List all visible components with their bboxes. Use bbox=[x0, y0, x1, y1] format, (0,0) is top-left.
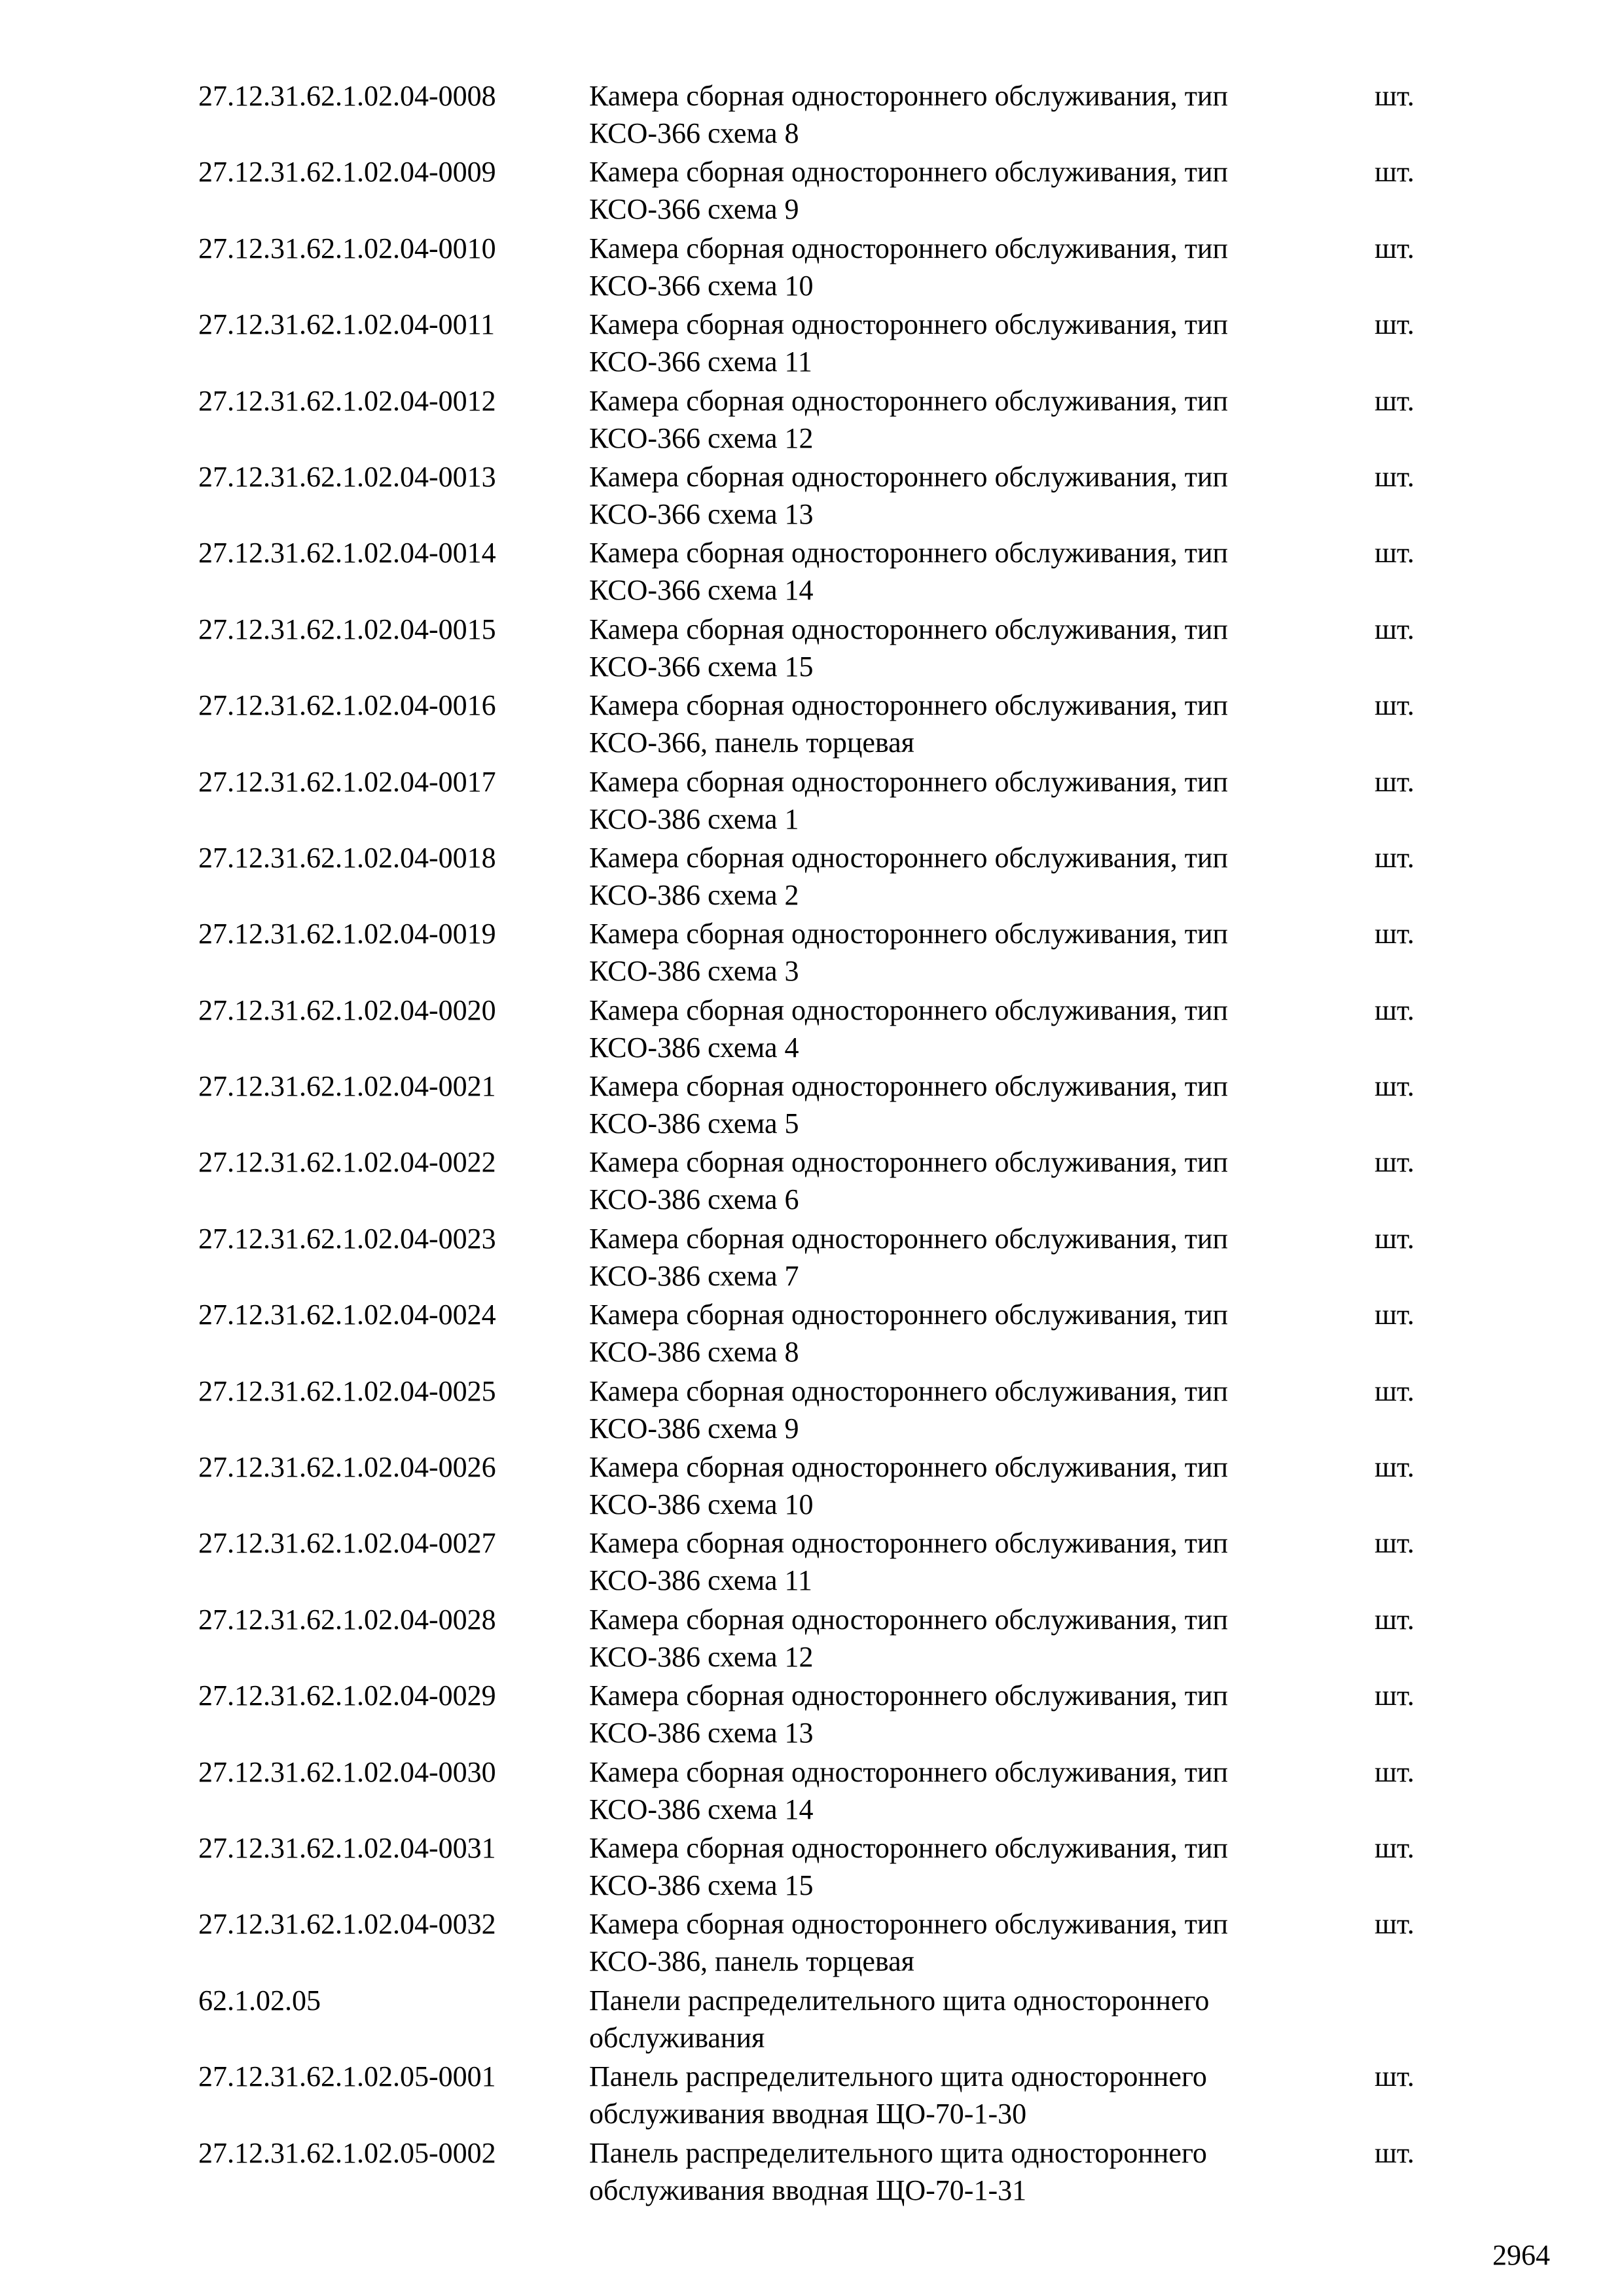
description-line: Панель распределительного щита одностороннего bbox=[589, 2060, 1207, 2093]
item-code: 27.12.31.62.1.02.04-0008 bbox=[198, 80, 496, 112]
item-unit: шт. bbox=[1375, 2136, 1415, 2169]
table-row bbox=[198, 1677, 1442, 1753]
item-code: 27.12.31.62.1.02.04-0023 bbox=[198, 1222, 496, 1255]
description-line: КСО-386 схема 7 bbox=[589, 1259, 799, 1292]
item-unit: шт. bbox=[1375, 1451, 1415, 1484]
item-code: 27.12.31.62.1.02.04-0027 bbox=[198, 1527, 496, 1560]
description-line: Камера сборная одностороннего обслуживания, тип bbox=[589, 1451, 1229, 1484]
item-code: 27.12.31.62.1.02.04-0026 bbox=[198, 1451, 496, 1484]
description-line: Камера сборная одностороннего обслуживания, тип bbox=[589, 537, 1229, 569]
item-code: 27.12.31.62.1.02.04-0009 bbox=[198, 156, 496, 188]
item-unit: шт. bbox=[1375, 613, 1415, 645]
table-row bbox=[198, 1143, 1442, 1219]
description-line: Камера сборная одностороннего обслуживания, тип bbox=[589, 1146, 1229, 1179]
table-row bbox=[198, 153, 1442, 229]
table-row bbox=[198, 1372, 1442, 1448]
item-unit: шт. bbox=[1375, 232, 1415, 264]
catalog-table bbox=[198, 77, 1442, 2210]
item-unit: шт. bbox=[1375, 1527, 1415, 1560]
item-unit: шт. bbox=[1375, 1222, 1415, 1255]
item-unit: шт. bbox=[1375, 460, 1415, 493]
description-line: обслуживания bbox=[589, 2021, 765, 2054]
table-row bbox=[198, 992, 1442, 1067]
description-line: КСО-366 схема 15 bbox=[589, 650, 814, 683]
item-unit: шт. bbox=[1375, 1679, 1415, 1712]
item-unit: шт. bbox=[1375, 765, 1415, 798]
description-line: Камера сборная одностороннего обслуживания, тип bbox=[589, 918, 1229, 950]
item-unit: шт. bbox=[1375, 1603, 1415, 1636]
item-unit: шт. bbox=[1375, 1070, 1415, 1103]
table-row bbox=[198, 1905, 1442, 1981]
description-line: обслуживания вводная ЩО-70-1-31 bbox=[589, 2174, 1027, 2206]
item-unit: шт. bbox=[1375, 384, 1415, 417]
item-code: 27.12.31.62.1.02.04-0019 bbox=[198, 918, 496, 950]
item-code: 27.12.31.62.1.02.04-0012 bbox=[198, 384, 496, 417]
item-unit: шт. bbox=[1375, 1374, 1415, 1407]
description-line: КСО-366 схема 8 bbox=[589, 117, 799, 149]
description-line: КСО-386 схема 14 bbox=[589, 1793, 814, 1825]
table-row bbox=[198, 1448, 1442, 1524]
item-unit: шт. bbox=[1375, 80, 1415, 112]
item-code: 27.12.31.62.1.02.04-0010 bbox=[198, 232, 496, 264]
description-line: Камера сборная одностороннего обслуживания, тип bbox=[589, 1908, 1229, 1941]
description-line: КСО-386 схема 10 bbox=[589, 1488, 814, 1521]
description-line: Камера сборная одностороннего обслуживания, тип bbox=[589, 1831, 1229, 1864]
description-line: Камера сборная одностороннего обслуживания, тип bbox=[589, 156, 1229, 188]
description-line: КСО-386, панель торцевая bbox=[589, 1945, 914, 1978]
description-line: Камера сборная одностороннего обслуживания, тип bbox=[589, 1603, 1229, 1636]
item-code: 27.12.31.62.1.02.04-0018 bbox=[198, 841, 496, 874]
description-line: Камера сборная одностороннего обслуживания, тип bbox=[589, 1222, 1229, 1255]
item-code: 27.12.31.62.1.02.04-0011 bbox=[198, 308, 496, 341]
item-unit: шт. bbox=[1375, 689, 1415, 722]
table-row bbox=[198, 1220, 1442, 1296]
table-row bbox=[198, 839, 1442, 915]
item-code: 27.12.31.62.1.02.04-0029 bbox=[198, 1679, 496, 1712]
description-line: Камера сборная одностороннего обслуживания, тип bbox=[589, 1679, 1229, 1712]
table-row bbox=[198, 1524, 1442, 1600]
table-row bbox=[198, 1601, 1442, 1677]
description-line: Камера сборная одностороннего обслуживания, тип bbox=[589, 460, 1229, 493]
item-code: 27.12.31.62.1.02.04-0030 bbox=[198, 1755, 496, 1788]
description-line: КСО-386 схема 8 bbox=[589, 1336, 799, 1369]
description-line: обслуживания вводная ЩО-70-1-30 bbox=[589, 2098, 1027, 2130]
table-row bbox=[198, 2058, 1442, 2134]
table-row bbox=[198, 611, 1442, 687]
item-code: 27.12.31.62.1.02.04-0025 bbox=[198, 1374, 496, 1407]
description-line: КСО-386 схема 5 bbox=[589, 1107, 799, 1140]
item-code: 27.12.31.62.1.02.04-0032 bbox=[198, 1908, 496, 1941]
description-line: КСО-386 схема 2 bbox=[589, 878, 799, 911]
description-line: КСО-386 схема 3 bbox=[589, 955, 799, 988]
description-line: Панель распределительного щита одностороннего bbox=[589, 2136, 1207, 2169]
description-line: Камера сборная одностороннего обслуживания, тип bbox=[589, 1070, 1229, 1103]
table-row bbox=[198, 1753, 1442, 1829]
description-line: КСО-366, панель торцевая bbox=[589, 726, 914, 759]
description-line: Камера сборная одностороннего обслуживания, тип bbox=[589, 1374, 1229, 1407]
table-row bbox=[198, 687, 1442, 762]
table-row bbox=[198, 534, 1442, 610]
description-line: Камера сборная одностороннего обслуживания, тип bbox=[589, 1755, 1229, 1788]
item-unit: шт. bbox=[1375, 308, 1415, 341]
description-line: Камера сборная одностороннего обслуживания, тип bbox=[589, 841, 1229, 874]
description-line: КСО-366 схема 14 bbox=[589, 574, 814, 607]
item-code: 27.12.31.62.1.02.04-0016 bbox=[198, 689, 496, 722]
item-code: 27.12.31.62.1.02.04-0015 bbox=[198, 613, 496, 645]
item-unit: шт. bbox=[1375, 156, 1415, 188]
item-unit: шт. bbox=[1375, 1299, 1415, 1331]
item-unit: шт. bbox=[1375, 2060, 1415, 2093]
description-line: Камера сборная одностороннего обслуживания, тип bbox=[589, 994, 1229, 1026]
description-line: Камера сборная одностороннего обслуживания, тип bbox=[589, 765, 1229, 798]
item-code: 27.12.31.62.1.02.05-0001 bbox=[198, 2060, 496, 2093]
description-line: КСО-366 схема 10 bbox=[589, 269, 814, 302]
page-number: 2964 bbox=[1492, 2239, 1550, 2271]
description-line: Камера сборная одностороннего обслуживания, тип bbox=[589, 308, 1229, 341]
description-line: КСО-386 схема 1 bbox=[589, 802, 799, 835]
item-unit: шт. bbox=[1375, 1831, 1415, 1864]
description-line: КСО-366 схема 9 bbox=[589, 193, 799, 226]
table-row bbox=[198, 2134, 1442, 2210]
group-description bbox=[589, 1982, 1551, 2056]
item-unit: шт. bbox=[1375, 1146, 1415, 1179]
description-line: КСО-366 схема 12 bbox=[589, 422, 814, 454]
item-code: 27.12.31.62.1.02.04-0028 bbox=[198, 1603, 496, 1636]
description-line: КСО-386 схема 13 bbox=[589, 1717, 814, 1749]
item-unit: шт. bbox=[1375, 918, 1415, 950]
description-line: КСО-366 схема 13 bbox=[589, 497, 814, 530]
description-line: Камера сборная одностороннего обслуживания, тип bbox=[589, 1299, 1229, 1331]
item-code: 27.12.31.62.1.02.04-0017 bbox=[198, 765, 496, 798]
item-code: 27.12.31.62.1.02.05-0002 bbox=[198, 2136, 496, 2169]
item-code: 27.12.31.62.1.02.04-0013 bbox=[198, 460, 496, 493]
group-code: 62.1.02.05 bbox=[198, 1984, 321, 2017]
table-row bbox=[198, 1829, 1442, 1905]
description-line: Камера сборная одностороннего обслуживания, тип bbox=[589, 613, 1229, 645]
item-code: 27.12.31.62.1.02.04-0031 bbox=[198, 1831, 496, 1864]
item-code: 27.12.31.62.1.02.04-0020 bbox=[198, 994, 496, 1026]
item-unit: шт. bbox=[1375, 537, 1415, 569]
table-row bbox=[198, 458, 1442, 534]
item-unit: шт. bbox=[1375, 841, 1415, 874]
description-line: КСО-386 схема 4 bbox=[589, 1031, 799, 1064]
table-row bbox=[198, 1982, 1442, 2058]
table-row bbox=[198, 306, 1442, 382]
item-unit: шт. bbox=[1375, 1755, 1415, 1788]
description-line: Камера сборная одностороннего обслуживания, тип bbox=[589, 1527, 1229, 1560]
description-line: Панели распределительного щита одностороннего bbox=[589, 1984, 1210, 2017]
item-unit: шт. bbox=[1375, 1908, 1415, 1941]
table-row bbox=[198, 763, 1442, 839]
table-row bbox=[198, 915, 1442, 991]
item-unit: шт. bbox=[1375, 994, 1415, 1026]
item-code: 27.12.31.62.1.02.04-0014 bbox=[198, 537, 496, 569]
description-line: Камера сборная одностороннего обслуживания, тип bbox=[589, 80, 1229, 112]
table-row bbox=[198, 1296, 1442, 1372]
table-row bbox=[198, 230, 1442, 306]
item-code: 27.12.31.62.1.02.04-0024 bbox=[198, 1299, 496, 1331]
description-line: Камера сборная одностороннего обслуживания, тип bbox=[589, 689, 1229, 722]
item-code: 27.12.31.62.1.02.04-0022 bbox=[198, 1146, 496, 1179]
description-line: КСО-386 схема 15 bbox=[589, 1869, 814, 1901]
description-line: КСО-386 схема 6 bbox=[589, 1183, 799, 1216]
description-line: КСО-366 схема 11 bbox=[589, 346, 812, 378]
description-line: Камера сборная одностороннего обслуживания, тип bbox=[589, 384, 1229, 417]
item-code: 27.12.31.62.1.02.04-0021 bbox=[198, 1070, 496, 1103]
description-line: Камера сборная одностороннего обслуживания, тип bbox=[589, 232, 1229, 264]
description-line: КСО-386 схема 9 bbox=[589, 1412, 799, 1444]
table-row bbox=[198, 77, 1442, 153]
description-line: КСО-386 схема 12 bbox=[589, 1640, 814, 1673]
table-row bbox=[198, 382, 1442, 458]
description-line: КСО-386 схема 11 bbox=[589, 1564, 812, 1597]
table-row bbox=[198, 1067, 1442, 1143]
